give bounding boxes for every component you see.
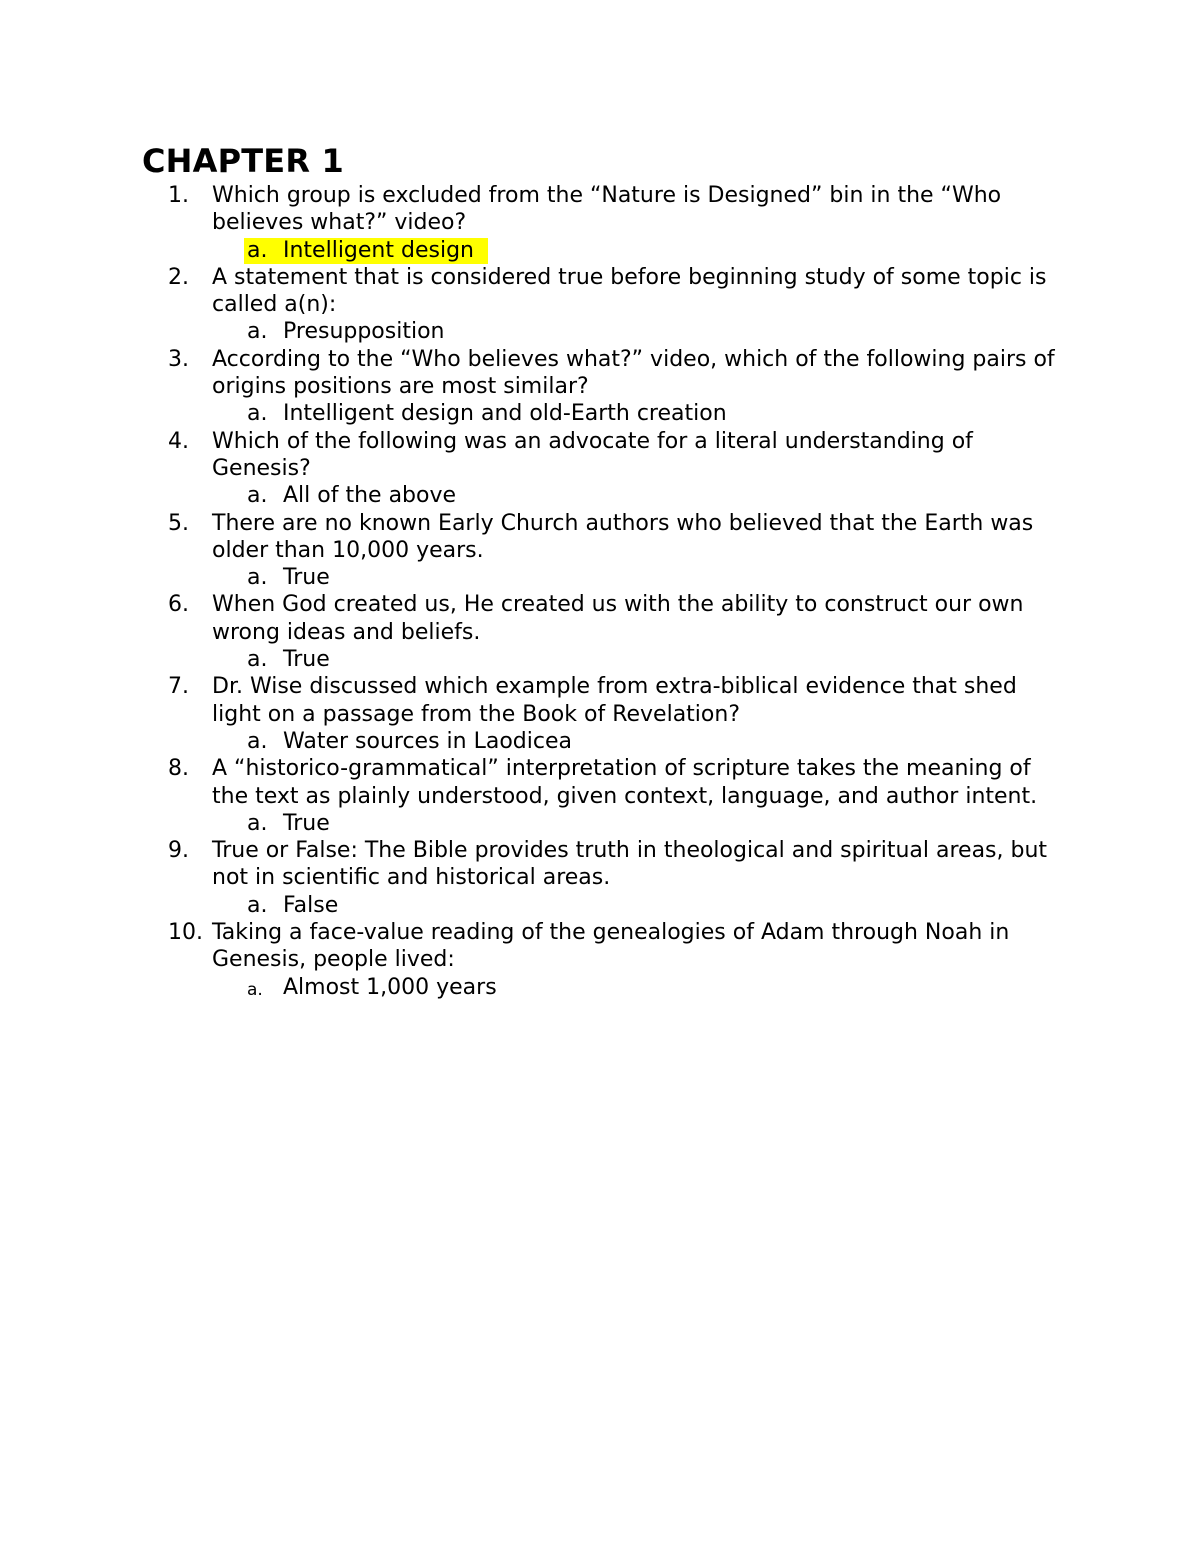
question-item: [0, 673, 1200, 755]
answer: [0, 974, 1200, 1001]
answer-letter: a.: [247, 565, 268, 591]
answer-text: True: [283, 565, 330, 591]
question-item: [0, 428, 1200, 510]
question-item: [0, 919, 1200, 1001]
question: [0, 346, 1200, 401]
question: [0, 591, 1200, 646]
answer-text: Intelligent design: [283, 237, 474, 263]
question: [0, 673, 1200, 728]
question-number: 2.: [168, 264, 189, 290]
question-text: A “historico-grammatical” interpretation of scripture takes the meaning of the text as plainly understood, given context, language, and author intent.: [212, 756, 1038, 809]
question-item: [0, 346, 1200, 428]
question-number: 6.: [168, 592, 189, 618]
answer: [0, 318, 1200, 345]
answer: [0, 482, 1200, 509]
question-item: [0, 510, 1200, 592]
question-number: 4.: [168, 428, 189, 454]
answer: [0, 646, 1200, 673]
question-item: [0, 837, 1200, 919]
chapter-title: CHAPTER 1: [142, 142, 345, 180]
question-item: [0, 264, 1200, 346]
question-number: 9.: [168, 838, 189, 864]
question-text: When God created us, He created us with the ability to construct our own wrong ideas and beliefs.: [212, 592, 1024, 645]
answer-letter: a.: [247, 810, 268, 836]
answer-text: Water sources in Laodicea: [283, 728, 572, 754]
question: [0, 837, 1200, 892]
question: [0, 182, 1200, 237]
question-text: Dr. Wise discussed which example from extra-biblical evidence that shed light on a passage from the Book of Revelation?: [212, 674, 1017, 727]
answer: [0, 400, 1200, 427]
answer-letter: a.: [247, 979, 263, 1000]
question-item: [0, 182, 1200, 264]
question: [0, 510, 1200, 565]
question-item: [0, 591, 1200, 673]
question-item: [0, 755, 1200, 837]
question-text: Taking a face-value reading of the genealogies of Adam through Noah in Genesis, people lived:: [212, 920, 1010, 973]
answer-text: False: [283, 892, 339, 918]
answer-letter: a.: [247, 483, 268, 509]
question: [0, 919, 1200, 974]
question-number: 10.: [168, 920, 203, 946]
answer-text: True: [283, 810, 330, 836]
answer: [0, 564, 1200, 591]
answer-highlighted: [0, 237, 1200, 264]
question: [0, 755, 1200, 810]
question-number: 1.: [168, 183, 189, 208]
answer-letter: a.: [247, 892, 268, 918]
question-list: [0, 182, 1200, 1001]
answer: [0, 892, 1200, 919]
question-text: Which group is excluded from the “Nature is Designed” bin in the “Who believes what?” video?: [212, 183, 1002, 236]
answer-text: True: [283, 647, 330, 673]
answer-text: Almost 1,000 years: [283, 974, 497, 1000]
answer-text: Intelligent design and old-Earth creation: [283, 401, 727, 427]
question: [0, 264, 1200, 319]
answer-text: All of the above: [283, 483, 457, 509]
question-number: 7.: [168, 674, 189, 700]
answer-letter: a.: [247, 401, 268, 427]
question-text: According to the “Who believes what?” video, which of the following pairs of origins positions are most similar?: [212, 346, 1055, 400]
question-text: True or False: The Bible provides truth in theological and spiritual areas, but not in scientific and historical areas.: [212, 838, 1048, 891]
answer-letter: a.: [247, 728, 268, 754]
answer-letter: a.: [247, 319, 268, 345]
question: [0, 428, 1200, 483]
question-number: 5.: [168, 510, 189, 536]
question-number: 3.: [168, 346, 189, 372]
answer: [0, 728, 1200, 755]
answer: [0, 810, 1200, 837]
answer-letter: a.: [247, 237, 268, 263]
question-text: A statement that is considered true before beginning study of some topic is called a(n):: [212, 264, 1047, 318]
answer-text: Presupposition: [283, 319, 445, 345]
question-number: 8.: [168, 756, 189, 782]
question-text: There are no known Early Church authors who believed that the Earth was older than 10,000 years.: [212, 510, 1034, 563]
answer-letter: a.: [247, 647, 268, 673]
question-text: Which of the following was an advocate for a literal understanding of Genesis?: [212, 428, 973, 481]
